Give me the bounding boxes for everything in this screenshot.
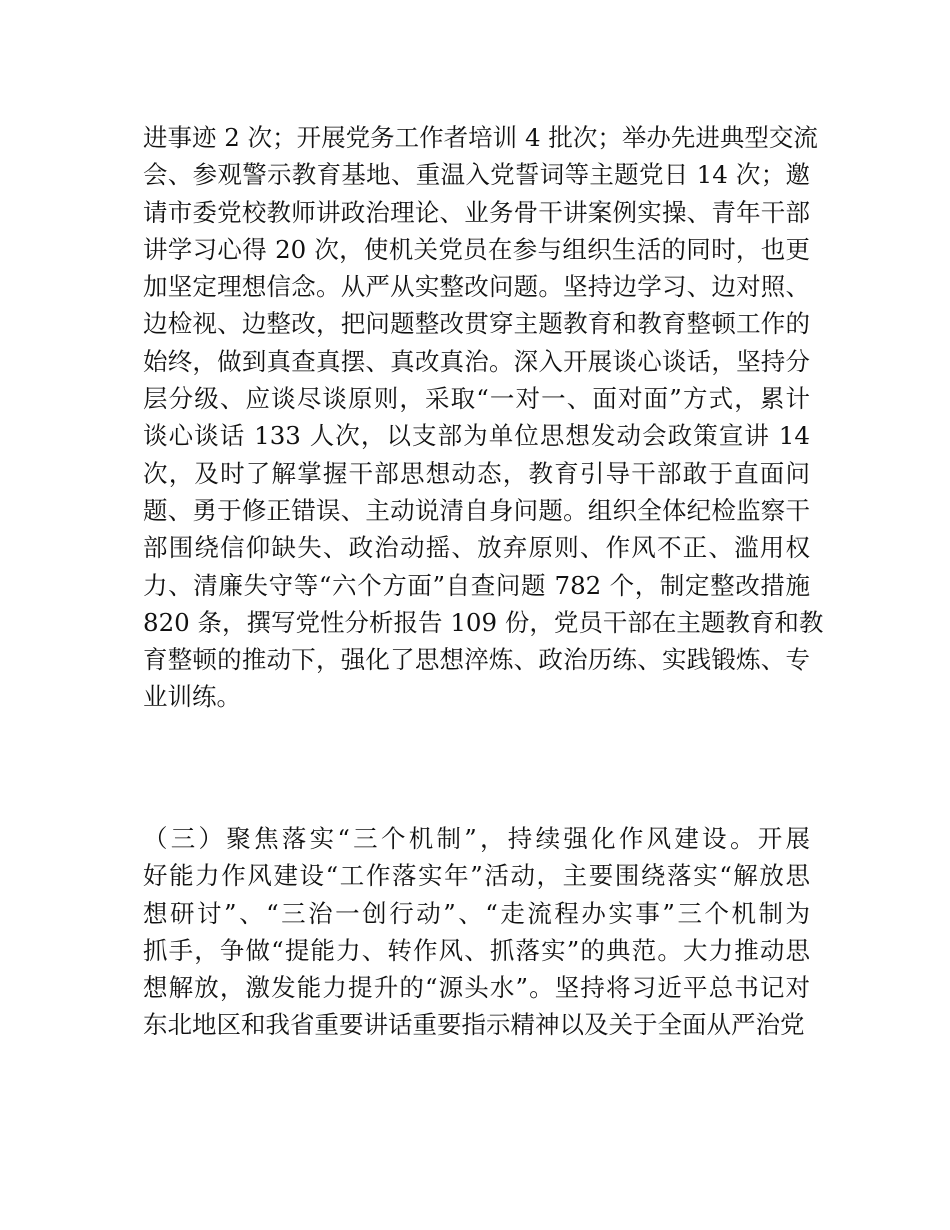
body-paragraph-2 (143, 820, 810, 1044)
text-line: 题、勇于修正错误、主动说清自身问题。组织全体纪检监察干 (143, 495, 810, 525)
text-line: 谈心谈话 133 人次，以支部为单位思想发动会政策宣讲 14 (143, 421, 810, 451)
text-line: 进事迹 2 次；开展党务工作者培训 4 批次；举办先进典型交流 (143, 123, 818, 152)
text-line: 力、清廉失守等“六个方面”自查问题 782 个，制定整改措施 (143, 570, 810, 600)
text-line: 东北地区和我省重要讲话重要指示精神以及关于全面从严治党 (143, 1010, 805, 1040)
text-line: 讲学习心得 20 次，使机关党员在参与组织生活的同时，也更 (143, 234, 810, 264)
body-paragraph-1 (143, 119, 824, 716)
text-line: 请市委党校教师讲政治理论、业务骨干讲案例实操、青年干部 (143, 197, 810, 227)
text-line: 想解放，激发能力提升的“源头水”。坚持将习近平总书记对 (143, 973, 810, 1003)
text-line: 业训练。 (143, 682, 241, 712)
text-line: 好能力作风建设“工作落实年”活动，主要围绕落实“解放思 (143, 861, 810, 891)
text-line: 部围绕信仰缺失、政治动摇、放弃原则、作风不正、滥用权 (143, 533, 810, 563)
text-line: 育整顿的推动下，强化了思想淬炼、政治历练、实践锻炼、专 (143, 645, 810, 675)
text-line: 加坚定理想信念。从严从实整改问题。坚持边学习、边对照、 (143, 272, 810, 302)
text-line: （三）聚焦落实“三个机制”，持续强化作风建设。开展 (143, 824, 810, 853)
text-line: 会、参观警示教育基地、重温入党誓词等主题党日 14 次；邀 (143, 160, 810, 190)
text-line: 820 条，撰写党性分析报告 109 份，党员干部在主题教育和教 (143, 607, 824, 637)
text-line: 始终，做到真查真摆、真改真治。深入开展谈心谈话，坚持分 (143, 346, 810, 376)
text-line: 层分级、应谈尽谈原则，采取“一对一、面对面”方式，累计 (143, 384, 810, 414)
text-line: 抓手，争做“提能力、转作风、抓落实”的典范。大力推动思 (143, 935, 810, 965)
text-line: 想研讨”、“三治一创行动”、“走流程办实事”三个机制为 (143, 898, 810, 928)
text-line: 边检视、边整改，把问题整改贯穿主题教育和教育整顿工作的 (143, 309, 810, 339)
text-line: 次，及时了解掌握干部思想动态，教育引导干部敢于直面问 (143, 458, 810, 488)
